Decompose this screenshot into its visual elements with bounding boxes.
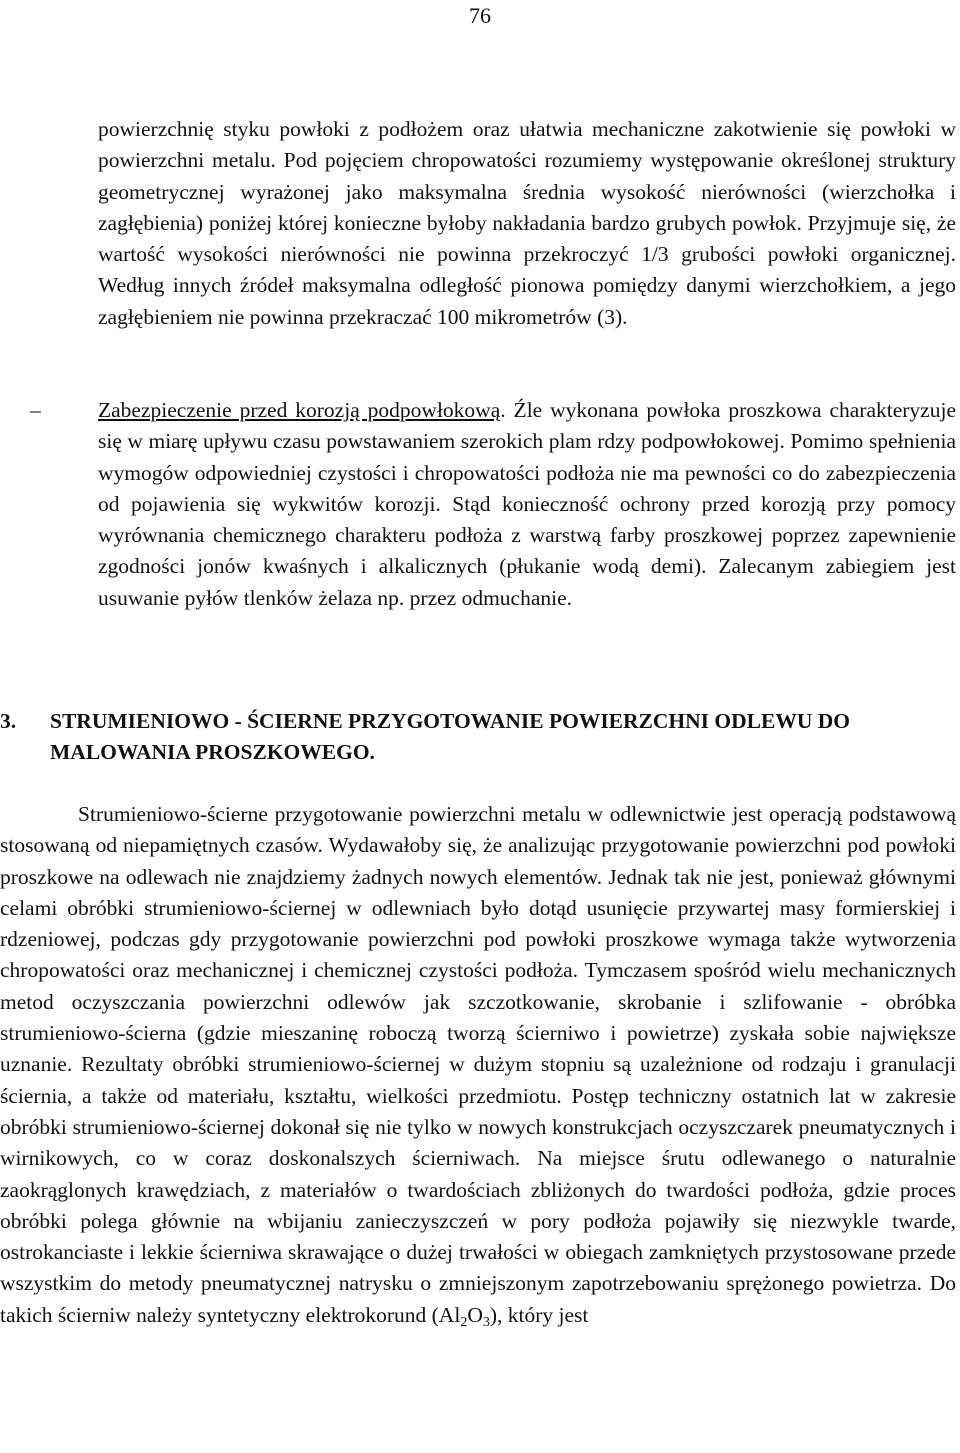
formula-oxygen: O (467, 1302, 483, 1327)
paragraph-tail: ), który jest (489, 1302, 589, 1327)
formula-subscript-3: 3 (482, 1314, 490, 1330)
section-title: STRUMIENIOWO - ŚCIERNE PRZYGOTOWANIE POWIERZCHNI ODLEWU DO MALOWANIA PROSZKOWEGO. (50, 709, 850, 764)
formula-subscript-2: 2 (460, 1314, 468, 1330)
section-number: 3. (0, 709, 17, 733)
list-item-body: . Źle wykonana powłoka proszkowa charakteryzuje się w miarę upływu czasu powstawaniem szerokich plam rdzy podpowłokowej. Pomimo spełnienia wymogów odpowiedniej czystości i chropowatości podłoża nie ma pewności co do zabezpieczenia od pojawienia się wykwitów korozji. Stąd konieczność ochrony przed korozją przy pomocy wyrównania chemicznego charakteru podłoża z warstwą farby proszkowej poprzez zapewnienie zgodności jonów kwaśnych i alkalicznych (płukanie wodą demi). Zalecanym zabiegiem jest usuwanie pyłów tlenków żelaza np. przez odmuchanie. (98, 398, 956, 610)
list-item-underlined-lead: Zabezpieczenie przed korozją podpowłokową (98, 398, 501, 422)
list-item-text (98, 395, 956, 614)
paragraph-blasting (0, 799, 956, 1331)
paragraph-body: Strumieniowo-ścierne przygotowanie powierzchni metalu w odlewnictwie jest operacją podstawową stosowaną od niepamiętnych czasów. Wydawałoby się, że analizując przygotowanie powierzchni pod powłoki proszkowe na odlewach nie znajdziemy żadnych nowych elementów. Jednak tak nie jest, ponieważ głównymi celami obróbki strumieniowo-ściernej w odlewniach było dotąd usunięcie przywartej masy formierskiej i rdzeniowej, podczas gdy przygotowanie powierzchni pod powłoki proszkowe wymaga także wytworzenia chropowatości oraz mechanicznej i chemicznej czystości podłoża. Tymczasem spośród wielu mechanicznych metod oczyszczania powierzchni odlewów jak szczotkowanie, skrobanie i szlifowanie - obróbka strumieniowo-ścierna (gdzie mieszaninę roboczą tworzą ścierniwo i powietrze) zyskała sobie największe uznanie. Rezultaty obróbki strumieniowo-ściernej w dużym stopniu są uzależnione od rodzaju i granulacji ściernia, a także od materiału, kształtu, wielkości przedmiotu. Postęp techniczny ostatnich lat w zakresie obróbki strumieniowo-ściernej dokonał się nie tylko w nowych konstrukcjach oczyszczarek pneumatycznych i wirnikowych, co w coraz doskonalszych ścierniwach. Na miejsce śrutu odlewanego o naturalnie zaokrąglonych krawędziach, z materiałów o twardościach zbliżonych do twardości podłoża, gdzie proces obróbki polega głównie na wbijaniu zanieczyszczeń w pory podłoża pojawiły się niezwykle twarde, ostrokanciaste i lekkie ścierniwa skrawające o dużej trwałości w obiegach zamkniętych przystosowane przede wszystkim do metody pneumatycznej natrysku o zmniejszonym zapotrzebowaniu sprężonego powietrza. Do takich ścierniw należy syntetyczny elektrokorund (Al (0, 802, 956, 1327)
list-dash-marker: – (30, 398, 41, 422)
page-number: 76 (469, 3, 491, 28)
paragraph-intro: powierzchnię styku powłoki z podłożem oraz ułatwia mechaniczne zakotwienie się powłoki w powierzchni metalu. Pod pojęciem chropowatości rozumiemy występowanie określonej struktury geometrycznej wyrażonej jako maksymalna średnia wysokość nierówności (wierzchołka i zagłębienia) poniżej której konieczne byłoby nakładania bardzo grubych powłok. Przyjmuje się, że wartość wysokości nierówności nie powinna przekroczyć 1/3 grubości powłoki organicznej. Według innych źródeł maksymalna odległość pionowa pomiędzy danymi wierzchołkiem, a jego zagłębieniem nie powinna przekraczać 100 mikrometrów (3). (98, 117, 956, 329)
